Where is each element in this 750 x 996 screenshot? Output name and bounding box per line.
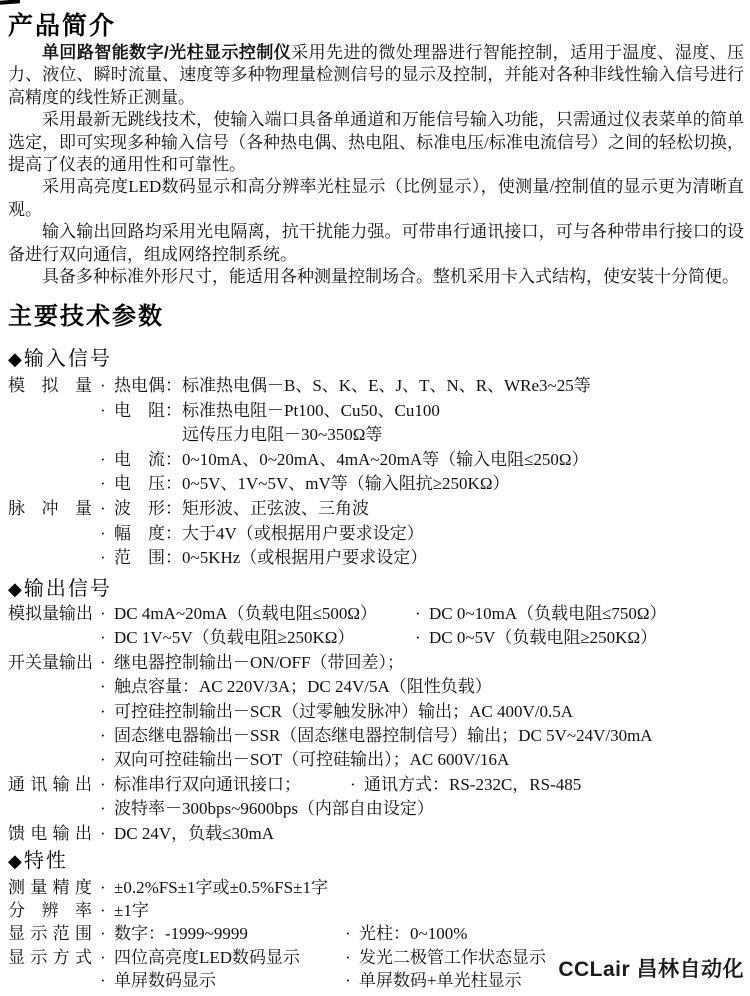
scan-artifact xyxy=(0,0,20,5)
spec-text: 触点容量：AC 220V/3A；DC 24V/5A（阻性负载） xyxy=(114,677,492,697)
bullet-icon: · xyxy=(100,449,106,469)
spec-line xyxy=(100,423,748,448)
bullet-icon: · xyxy=(100,498,106,518)
bullet-icon: · xyxy=(350,774,356,794)
spec-line xyxy=(100,626,748,650)
bullet-icon: · xyxy=(100,774,106,794)
spec-col2 xyxy=(415,602,667,626)
intro-paragraphs xyxy=(8,42,744,288)
spec-line xyxy=(100,448,748,473)
spec-line xyxy=(100,724,748,748)
intro-paragraph-1 xyxy=(8,42,744,109)
spec-line xyxy=(8,822,748,846)
bullet-icon: · xyxy=(415,604,421,623)
spec-text: 数字：-1999~9999 xyxy=(114,924,248,944)
bullet-icon: · xyxy=(345,947,351,967)
bullet-icon: · xyxy=(100,677,106,697)
bullet-icon: · xyxy=(345,970,351,990)
section-heading-features xyxy=(8,844,68,873)
spec-text-2: 光柱：0~100% xyxy=(359,924,468,944)
spec-label: 模 拟 量 xyxy=(8,376,92,395)
spec-line xyxy=(8,602,748,626)
section-heading-input-label: 输入信号 xyxy=(23,348,112,370)
spec-text: 幅 度：大于4V（或根据用户要求设定） xyxy=(114,523,424,543)
bullet-icon: · xyxy=(100,628,106,648)
bullet-icon: · xyxy=(100,376,106,395)
spec-text: ±1字 xyxy=(114,901,149,921)
spec-line xyxy=(8,773,748,797)
spec-line xyxy=(8,922,748,945)
bullet-icon: · xyxy=(100,970,106,990)
spec-text: 标准串行双向通讯接口； xyxy=(114,774,301,794)
bullet-icon: · xyxy=(100,604,106,623)
diamond-icon: ◆ xyxy=(8,851,22,871)
spec-text: 波 形：矩形波、正弦波、三角波 xyxy=(114,498,369,518)
input-signal-spec xyxy=(8,374,748,571)
bullet-icon: · xyxy=(100,523,106,543)
product-name: 单回路智能数字/光柱显示控制仪 xyxy=(42,43,292,62)
bullet-icon: · xyxy=(345,924,351,944)
bullet-icon: · xyxy=(100,924,106,944)
spec-text: ±0.2%FS±1字或±0.5%FS±1字 xyxy=(114,878,328,897)
intro-paragraph-2: 采用最新无跳线技术，使输入端口具备单通道和万能信号输入功能，只需通过仪表菜单的简单选定，即可实现多种输入信号（各种热电偶、热电阻、标准电压/标准电流信号）之间的轻松切换，提高了仪表的通用性和可靠性。 xyxy=(8,110,744,175)
section-heading-output xyxy=(8,572,112,601)
spec-label: 馈 电 输 出 xyxy=(8,823,92,843)
tech-params-title: 主要技术参数 xyxy=(8,303,164,330)
spec-col2 xyxy=(350,773,581,797)
page-title: 产品简介 xyxy=(8,12,117,40)
spec-text-2: 发光二极管工作状态显示 xyxy=(359,947,546,967)
intro-paragraph-1-text: 采用先进的微处理器进行智能控制，适用于温度、湿度、压力、液位、瞬时流量、速度等多种物理量检测信号的显示及控制，并能对各种非线性输入信号进行高精度的线性矫正测量。 xyxy=(8,43,744,107)
spec-text: 继电器控制输出－ON/OFF（带回差）； xyxy=(114,652,404,672)
spec-text: 单屏数码显示 xyxy=(114,970,216,990)
spec-text-2: 通讯方式：RS-232C，RS-485 xyxy=(364,774,582,794)
spec-line xyxy=(100,675,748,699)
bullet-icon: · xyxy=(415,628,421,648)
spec-text-2: DC 0~5V（负载电阻≥250KΩ） xyxy=(429,628,658,648)
spec-label: 测 量 精 度 xyxy=(8,878,92,897)
diamond-icon: ◆ xyxy=(8,349,22,369)
bullet-icon: · xyxy=(100,750,106,770)
bullet-icon: · xyxy=(100,878,106,897)
spec-label: 模拟量输出 xyxy=(8,604,93,623)
spec-text-2: 单屏数码+单光柱显示 xyxy=(359,970,522,990)
spec-line xyxy=(100,546,748,571)
spec-label: 分 辨 率 xyxy=(8,901,92,921)
bullet-icon: · xyxy=(100,701,106,721)
spec-text: DC 24V，负载≤30mA xyxy=(114,823,274,843)
spec-line xyxy=(8,651,748,675)
spec-text-2: DC 0~10mA（负载电阻≤750Ω） xyxy=(429,604,667,623)
spec-label: 显 示 方 式 xyxy=(8,947,92,967)
section-heading-input xyxy=(8,342,112,371)
bullet-icon: · xyxy=(100,548,106,568)
bullet-icon: · xyxy=(100,799,106,819)
spec-text: 范 围：0~5KHz（或根据用户要求设定） xyxy=(114,548,428,568)
intro-paragraph-4: 输入输出回路均采用光电隔离，抗干扰能力强。可带串行通讯接口，可与各种带串行接口的设备进行双向通信，组成网络控制系统。 xyxy=(8,222,744,264)
bullet-icon: · xyxy=(100,947,106,967)
spec-line xyxy=(100,522,748,547)
bullet-icon: · xyxy=(100,652,106,672)
spec-text: DC 4mA~20mA（负载电阻≤500Ω） xyxy=(114,604,378,623)
diamond-icon: ◆ xyxy=(8,579,22,599)
spec-line xyxy=(100,748,748,772)
bullet-icon: · xyxy=(100,823,106,843)
spec-text: 电 压：0~5V、1V~5V、mV等（输入阻抗≥250KΩ） xyxy=(114,474,510,494)
section-heading-features-label: 特性 xyxy=(23,850,68,872)
spec-line xyxy=(8,899,748,922)
spec-line xyxy=(8,374,748,399)
intro-paragraph-3: 采用高亮度LED数码显示和高分辨率光柱显示（比例显示），使测量/控制值的显示更为清晰直观。 xyxy=(8,177,744,219)
spec-col2 xyxy=(345,946,546,969)
intro-paragraph-5: 具备多种标准外形尺寸，能适用各种测量控制场合。整机采用卡入式结构，使安装十分简便。 xyxy=(42,267,739,287)
spec-line xyxy=(100,472,748,497)
spec-text: 四位高亮度LED数码显示 xyxy=(114,947,301,967)
spec-text: 远传压力电阻－30~350Ω等 xyxy=(182,425,383,445)
bullet-icon: · xyxy=(100,400,106,420)
spec-line xyxy=(100,797,748,821)
spec-col2 xyxy=(415,626,657,650)
spec-text: DC 1V~5V（负载电阻≥250KΩ） xyxy=(114,628,355,648)
spec-text: 电 流：0~10mA、0~20mA、4mA~20mA等（输入电阻≤250Ω） xyxy=(114,449,589,469)
bullet-icon: · xyxy=(100,725,106,745)
spec-text: 电 阻：标准热电阻－Pt100、Cu50、Cu100 xyxy=(114,400,440,420)
spec-text: 固态继电器输出－SSR（固态继电器控制信号）输出；DC 5V~24V/30mA xyxy=(114,725,653,745)
spec-col2 xyxy=(345,922,467,945)
bullet-icon: · xyxy=(100,901,106,921)
output-signal-spec xyxy=(8,602,748,846)
spec-line xyxy=(100,399,748,424)
section-heading-output-label: 输出信号 xyxy=(23,578,112,600)
spec-line xyxy=(8,497,748,522)
spec-line xyxy=(100,700,748,724)
spec-label: 脉 冲 量 xyxy=(8,498,92,518)
brand-watermark: CCLair 昌林自动化 xyxy=(558,958,744,981)
spec-label: 开关量输出 xyxy=(8,652,93,672)
spec-label: 显 示 范 围 xyxy=(8,924,92,944)
spec-text: 双向可控硅输出－SOT（可控硅输出）；AC 600V/16A xyxy=(114,750,510,770)
spec-col2 xyxy=(345,969,522,992)
spec-label: 通 讯 输 出 xyxy=(8,774,92,794)
spec-text: 波特率－300bps~9600bps（内部自由设定） xyxy=(114,799,434,819)
spec-text: 可控硅控制输出－SCR（过零触发脉冲）输出；AC 400V/0.5A xyxy=(114,701,574,721)
spec-text: 热电偶：标准热电偶－B、S、K、E、J、T、N、R、WRe3~25等 xyxy=(114,376,591,395)
spec-line xyxy=(8,876,748,899)
bullet-icon: · xyxy=(100,474,106,494)
